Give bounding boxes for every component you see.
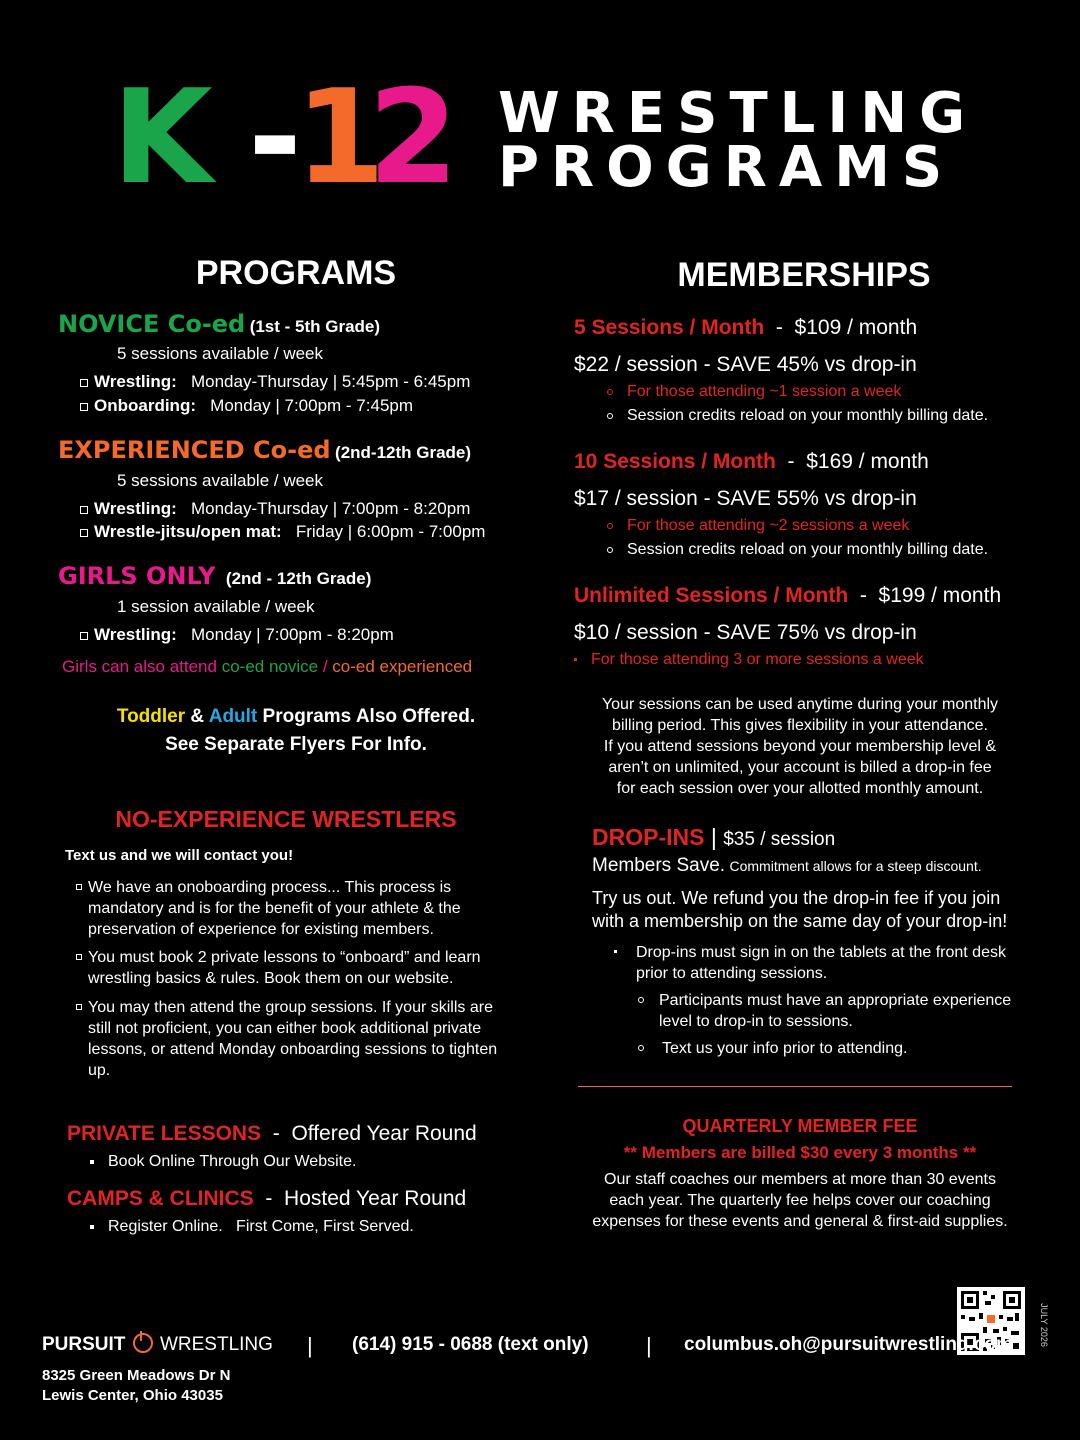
row-value: Friday | 6:00pm - 7:00pm: [295, 522, 486, 541]
plan-name: 5 Sessions / Month: [574, 316, 765, 339]
header-k: K: [112, 61, 209, 213]
address-line-1: 8325 Green Meadows Dr N: [42, 1367, 231, 1384]
address-line-2: Lewis Center, Ohio 43035: [42, 1387, 223, 1404]
adult-label: Adult: [208, 706, 258, 727]
flex-line: If you attend sessions beyond your membership level &: [603, 738, 997, 755]
camps-tag: Hosted Year Round: [284, 1187, 467, 1210]
phone-number[interactable]: (614) 915 - 0688 (text only): [352, 1334, 589, 1355]
girls-note-slash: /: [318, 657, 333, 676]
issue-date: JULY 2026: [1038, 1303, 1049, 1347]
note-text: For those attending ~1 session a week: [627, 383, 902, 400]
note-text: For those attending ~2 sessions a week: [627, 517, 910, 534]
girls-availability: 1 session available / week: [117, 597, 315, 616]
dropins-price: $35 / session: [723, 829, 836, 850]
girls-note-novice: co-ed novice: [221, 657, 319, 676]
noexp-item-1: [76, 877, 506, 940]
row-label: Wrestling:: [94, 499, 177, 518]
circle-bullet-icon: [607, 389, 613, 395]
square-bullet-icon: [80, 632, 88, 640]
flex-paragraph: [574, 694, 1026, 799]
header-dash: -: [248, 61, 302, 213]
noexp-item-text: We have an onoboarding process... This process is mandatory and is for the benefit of your athlete & the preservation of experience for existing members.: [88, 879, 461, 938]
brand-wrestling: WRESTLING: [159, 1334, 273, 1355]
plan-unlimited-heading: [574, 584, 1001, 608]
plan-10-white-note: [607, 541, 988, 559]
camps-item-text: Register Online. First Come, First Served.: [108, 1218, 414, 1235]
girls-grade: (2nd - 12th Grade): [225, 569, 372, 588]
novice-heading: [58, 310, 380, 338]
girls-name: GIRLS ONLY: [58, 562, 216, 590]
divider: [578, 1086, 1012, 1087]
square-bullet-icon: [76, 1004, 82, 1010]
plan-price: - $109 / month: [764, 316, 918, 339]
header-wrestling: WRESTLING: [498, 81, 978, 146]
noexp-item-3: [76, 997, 506, 1081]
dropins-bar: |: [704, 824, 724, 850]
private-lessons-heading: [67, 1122, 477, 1146]
novice-row-wrestling: [80, 372, 470, 392]
dropins-item-2: [638, 990, 1038, 1032]
square-bullet-icon: [80, 506, 88, 514]
header-two: 2: [368, 61, 459, 213]
bullet-icon: [574, 658, 577, 661]
brand-pursuit: PURSUIT: [42, 1334, 126, 1355]
private-sep: -: [261, 1122, 292, 1145]
circle-bullet-icon: [638, 1045, 644, 1051]
quarterly-paragraph: [574, 1169, 1026, 1232]
plan-unlimited-red-note: [574, 651, 924, 669]
email-link[interactable]: columbus.oh@pursuitwrestling.com: [684, 1334, 1013, 1355]
square-bullet-icon: [76, 884, 82, 890]
footer-separator: |: [307, 1333, 313, 1358]
row-label: Wrestle-jitsu/open mat:: [94, 522, 282, 541]
dropins-try-1: Try us out. We refund you the drop-in fee if you join: [592, 888, 1001, 908]
girls-note-experienced: co-ed experienced: [332, 657, 473, 676]
noexp-item-2: [76, 947, 506, 989]
row-value: Monday-Thursday | 5:45pm - 6:45pm: [190, 372, 471, 391]
camps-title: CAMPS & CLINICS: [67, 1187, 254, 1210]
quarterly-billed: ** Members are billed $30 every 3 months **: [623, 1143, 977, 1162]
header-programs: PROGRAMS: [498, 135, 955, 200]
dropins-save-main: Members Save.: [592, 855, 726, 876]
plan-name: 10 Sessions / Month: [574, 450, 776, 473]
dropins-item-1: [614, 942, 1034, 984]
plan-price: - $199 / month: [848, 584, 1002, 607]
dropins-heading: [592, 824, 835, 851]
note-text: Session credits reload on your monthly billing date.: [627, 541, 989, 558]
bullet-icon: [90, 1160, 94, 1164]
note-text: For those attending 3 or more sessions a week: [591, 651, 924, 668]
quarterly-title: QUARTERLY MEMBER FEE: [682, 1116, 918, 1136]
private-item: [90, 1153, 356, 1171]
plan-unlimited-save: $10 / session - SAVE 75% vs drop-in: [574, 621, 917, 644]
plan-name: Unlimited Sessions / Month: [574, 584, 849, 607]
dropins-save-detail: Commitment allows for a steep discount.: [729, 858, 982, 874]
other-programs-line1: [46, 706, 546, 728]
novice-availability: 5 sessions available / week: [117, 344, 324, 363]
camps-sep: -: [253, 1187, 285, 1210]
amp: &: [185, 706, 209, 727]
plan-5-red-note: [607, 383, 901, 401]
girls-heading: [58, 562, 371, 590]
dropins-item-text: Drop-ins must sign in on the tablets at the front desk prior to attending sessions.: [636, 944, 1006, 982]
dropins-title: DROP-INS: [592, 824, 705, 850]
note-text: Session credits reload on your monthly billing date.: [627, 407, 989, 424]
quarterly-line: Our staff coaches our members at more than 30 events: [604, 1171, 996, 1188]
memberships-title: MEMBERSHIPS: [677, 256, 931, 294]
novice-grade: (1st - 5th Grade): [249, 317, 381, 336]
header-one: 1: [295, 61, 386, 213]
square-bullet-icon: [76, 954, 82, 960]
experienced-availability: 5 sessions available / week: [117, 471, 324, 490]
plan-5-save: $22 / session - SAVE 45% vs drop-in: [574, 353, 917, 376]
brand-logo: [42, 1333, 273, 1356]
circle-bullet-icon: [607, 547, 613, 553]
toddler-label: Toddler: [116, 706, 186, 727]
camps-heading: [67, 1187, 466, 1211]
quarterly-line: each year. The quarterly fee helps cover our coaching: [609, 1192, 991, 1209]
experienced-row-wrestling: [80, 499, 470, 519]
camps-item: [90, 1218, 414, 1236]
plan-5-heading: [574, 316, 917, 340]
noexp-title: NO-EXPERIENCE WRESTLERS: [115, 806, 457, 832]
row-label: Wrestling:: [94, 625, 177, 644]
row-value: Monday | 7:00pm - 8:20pm: [190, 625, 394, 644]
programs-title: PROGRAMS: [195, 254, 397, 292]
plan-10-heading: [574, 450, 929, 474]
other-programs-line2: See Separate Flyers For Info.: [165, 734, 427, 755]
flex-line: billing period. This gives flexibility in your attendance.: [612, 717, 988, 734]
other-rest: Programs Also Offered.: [257, 706, 476, 727]
quarterly-line: expenses for these events and general & first-aid supplies.: [592, 1213, 1008, 1230]
circle-bullet-icon: [607, 523, 613, 529]
noexp-item-text: You may then attend the group sessions. If your skills are still not proficient, you can either book additional private lessons, or attend Monday onboarding sessions to tighten up.: [88, 999, 498, 1079]
row-label: Wrestling:: [94, 372, 177, 391]
plan-5-white-note: [607, 407, 988, 425]
dropins-save: [592, 855, 982, 877]
novice-name: NOVICE Co-ed: [58, 310, 246, 338]
row-value: Monday-Thursday | 7:00pm - 8:20pm: [190, 499, 471, 518]
experienced-grade: (2nd-12th Grade): [335, 443, 472, 462]
flex-line: for each session over your allotted monthly amount.: [616, 780, 984, 797]
experienced-heading: [58, 436, 471, 464]
noexp-subtitle: Text us and we will contact you!: [65, 847, 294, 864]
private-title: PRIVATE LESSONS: [67, 1122, 262, 1145]
plan-10-red-note: [607, 517, 909, 535]
footer-separator: |: [646, 1333, 652, 1358]
square-bullet-icon: [80, 403, 88, 411]
flex-line: Your sessions can be used anytime during your monthly: [601, 696, 999, 713]
private-item-text: Book Online Through Our Website.: [108, 1153, 357, 1170]
girls-row-wrestling: [80, 625, 394, 645]
circle-bullet-icon: [607, 413, 613, 419]
circle-bullet-icon: [638, 997, 644, 1003]
row-label: Onboarding:: [94, 396, 196, 415]
girls-note-text: Girls can also attend: [62, 657, 222, 676]
dropins-item-3: [638, 1038, 1038, 1059]
plan-price: - $169 / month: [775, 450, 929, 473]
power-icon: [133, 1333, 153, 1353]
dropins-item-text: Participants must have an appropriate experience level to drop-in to sessions.: [659, 992, 1012, 1030]
bullet-icon: [90, 1225, 94, 1229]
dropins-item-text: Text us your info prior to attending.: [662, 1040, 908, 1057]
flex-line: aren’t on unlimited, your account is billed a drop-in fee: [608, 759, 992, 776]
square-bullet-icon: [80, 529, 88, 537]
experienced-name: EXPERIENCED Co-ed: [58, 436, 331, 464]
row-value: Monday | 7:00pm - 7:45pm: [210, 396, 414, 415]
plan-10-save: $17 / session - SAVE 55% vs drop-in: [574, 487, 917, 510]
noexp-item-text: You must book 2 private lessons to “onboard” and learn wrestling basics & rules. Book them on our website.: [88, 949, 481, 987]
square-bullet-icon: [80, 379, 88, 387]
bullet-icon: [614, 950, 617, 953]
dropins-try-2: with a membership on the same day of your drop-in!: [592, 911, 1008, 931]
experienced-row-openmat: [80, 522, 485, 542]
novice-row-onboarding: [80, 396, 413, 416]
girls-note: [62, 657, 472, 677]
private-tag: Offered Year Round: [291, 1122, 477, 1145]
